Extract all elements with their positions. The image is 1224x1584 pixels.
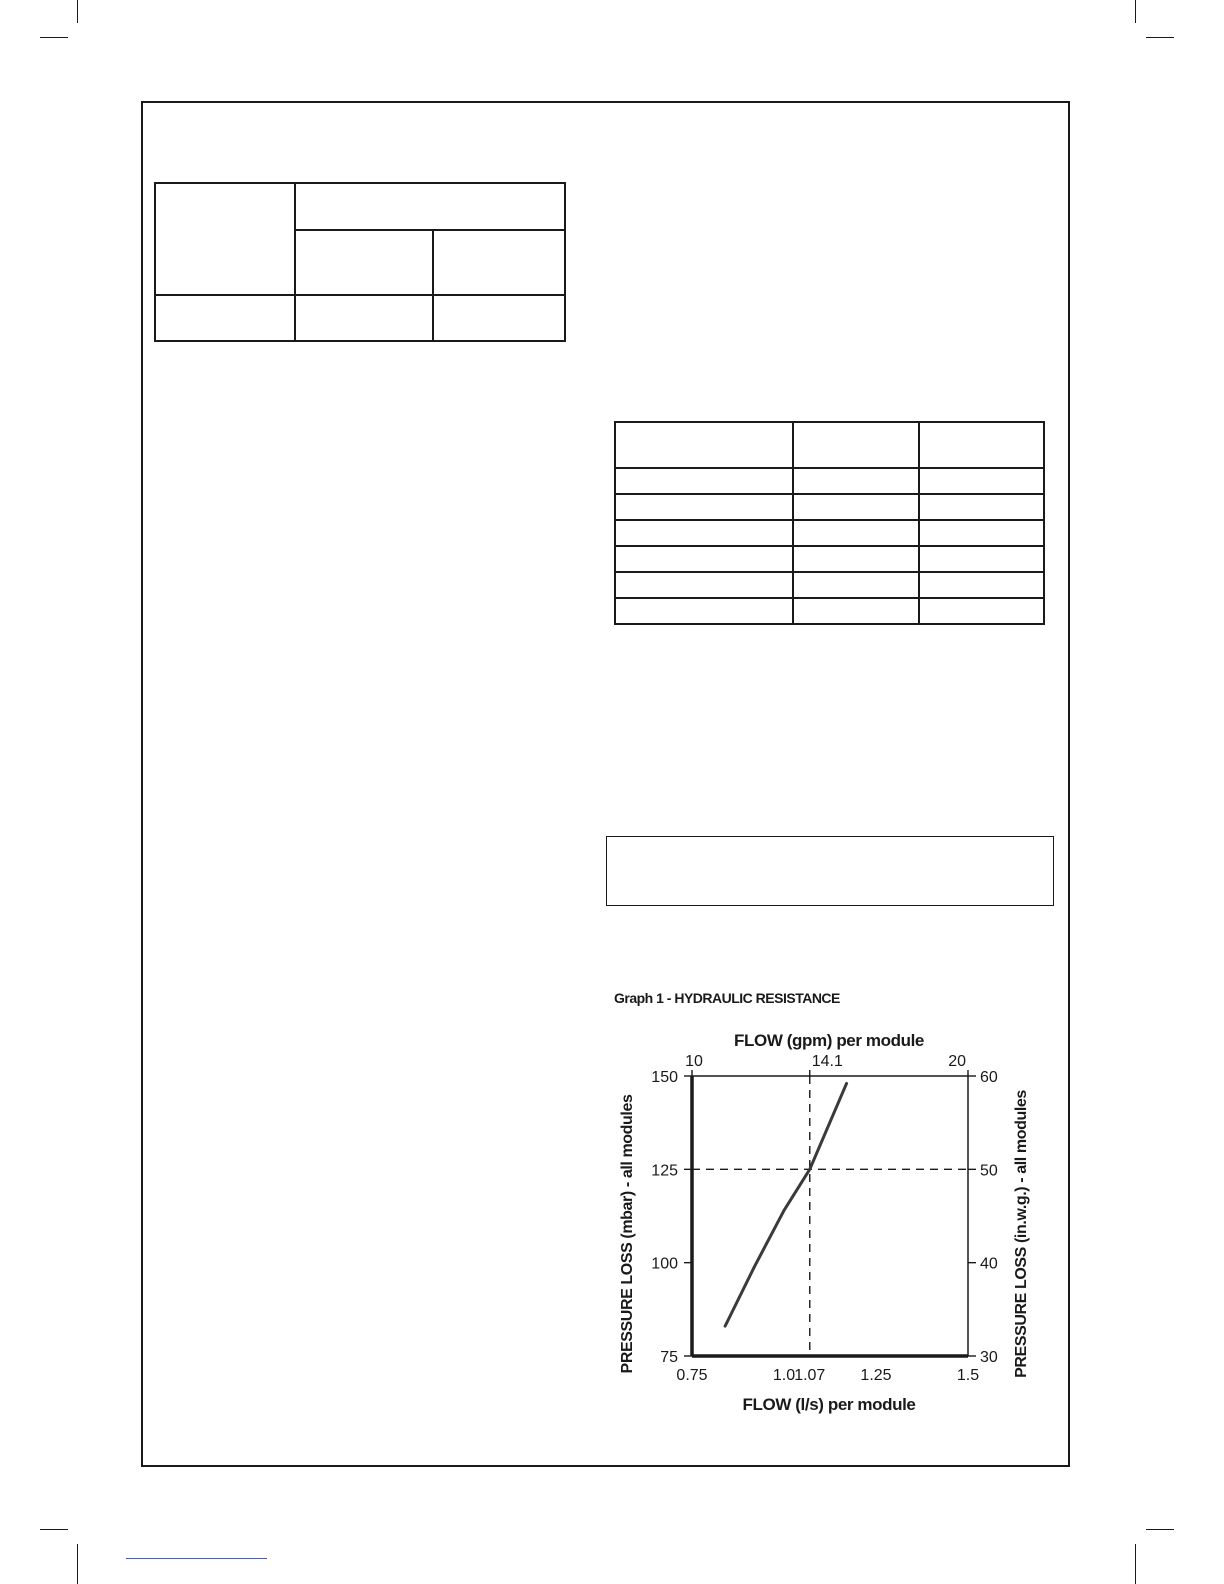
table-cell [919, 468, 1044, 494]
table-cell [615, 546, 793, 572]
plot-frame [692, 1076, 968, 1356]
x-tick-label: 0.75 [676, 1367, 708, 1384]
hydraulic-resistance-chart [600, 1020, 1050, 1420]
graph-caption: Graph 1 - HYDRAULIC RESISTANCE [614, 990, 840, 1006]
table-cell [793, 520, 919, 546]
crop-mark-bottom-left-horizontal [40, 1529, 68, 1530]
y-tick-label: 100 [651, 1255, 678, 1273]
footer-link-underline [126, 1558, 267, 1559]
x2-tick-label: 14.1 [811, 1053, 843, 1070]
table-cell [155, 183, 295, 295]
x-tick-label: 1.25 [860, 1367, 892, 1384]
table-cell [919, 494, 1044, 520]
y2-axis-title: PRESSURE LOSS (in.w.g.) - all modules [1013, 1090, 1030, 1378]
table-cell [793, 598, 919, 624]
table-cell [433, 295, 565, 341]
x-axis-title: FLOW (l/s) per module [742, 1395, 916, 1414]
table-cell [919, 572, 1044, 598]
crop-mark-top-left-vertical [77, 0, 78, 23]
crop-mark-top-left-horizontal [40, 37, 68, 38]
x2-tick-label: 10 [685, 1053, 703, 1070]
axis-ticks [684, 1070, 976, 1356]
table-cell [793, 468, 919, 494]
table-top-left [154, 182, 566, 342]
table-cell [615, 572, 793, 598]
y2-tick-label: 50 [980, 1162, 998, 1180]
crop-mark-top-right-horizontal [1146, 37, 1174, 38]
table-cell [615, 468, 793, 494]
y-axis-title: PRESSURE LOSS (mbar) - all modules [619, 1094, 636, 1374]
table-cell [433, 230, 565, 295]
reference-lines [692, 1076, 968, 1356]
x2-axis-title: FLOW (gpm) per module [734, 1031, 924, 1050]
y2-tick-label: 40 [980, 1255, 998, 1273]
table-cell [793, 546, 919, 572]
y-tick-label: 75 [660, 1349, 678, 1366]
table-cell [615, 422, 793, 468]
y-tick-label: 150 [651, 1069, 678, 1086]
table-cell [919, 546, 1044, 572]
crop-mark-bottom-left-vertical [77, 1544, 78, 1584]
crop-mark-bottom-right-vertical [1135, 1544, 1136, 1584]
x2-tick-label: 20 [948, 1053, 966, 1070]
note-box [606, 836, 1054, 906]
crop-mark-bottom-right-horizontal [1146, 1529, 1174, 1530]
table-cell [295, 295, 433, 341]
table-cell [615, 494, 793, 520]
table-cell [919, 598, 1044, 624]
table-cell [295, 183, 565, 230]
tick-labels [651, 1053, 998, 1384]
table-cell [155, 295, 295, 341]
table-cell [919, 520, 1044, 546]
table-right [614, 421, 1045, 625]
x-tick-label: 1.5 [956, 1367, 980, 1384]
x-tick-label: 1.0 [772, 1367, 796, 1384]
y-tick-label: 125 [651, 1162, 678, 1180]
table-cell [919, 422, 1044, 468]
y2-tick-label: 30 [980, 1349, 998, 1366]
table-cell [615, 598, 793, 624]
series-layer [725, 1083, 846, 1326]
table-cell [295, 230, 433, 295]
table-cell [793, 572, 919, 598]
series-line [725, 1083, 846, 1326]
table-cell [793, 494, 919, 520]
crop-mark-top-right-vertical [1135, 0, 1136, 23]
table-cell [615, 520, 793, 546]
x-tick-label: 1.07 [794, 1367, 826, 1384]
y2-tick-label: 60 [980, 1069, 998, 1086]
table-cell [793, 422, 919, 468]
